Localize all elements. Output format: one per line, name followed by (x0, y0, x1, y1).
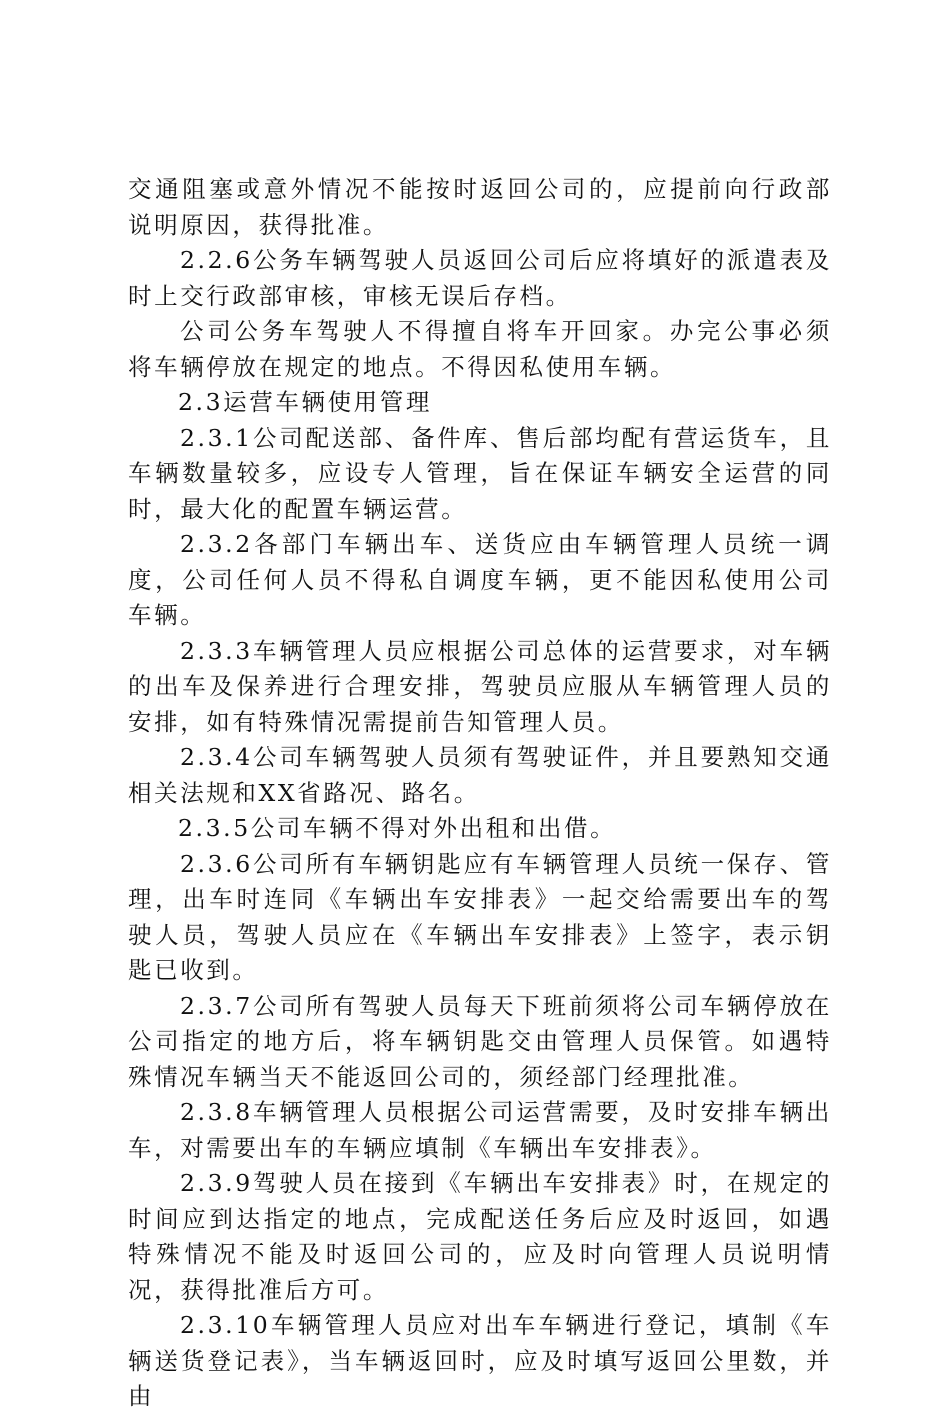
paragraph-official-car-rule: 公司公务车驾驶人不得擅自将车开回家。办完公事必须将车辆停放在规定的地点。不得因私使用车辆。 (128, 317, 832, 381)
paragraph-2-3-2: 2.3.2各部门车辆出车、送货应由车辆管理人员统一调度，公司任何人员不得私自调度车辆，更不能因私使用公司车辆。 (128, 530, 832, 629)
paragraph-2-3-7: 2.3.7公司所有驾驶人员每天下班前须将公司车辆停放在公司指定的地方后，将车辆钥匙交由管理人员保管。如遇特殊情况车辆当天不能返回公司的，须经部门经理批准。 (128, 991, 832, 1091)
paragraph-2-3-1: 2.3.1公司配送部、备件库、售后部均配有营运货车，且车辆数量较多，应设专人管理，旨在保证车辆安全运营的同时，最大化的配置车辆运营。 (128, 423, 832, 523)
paragraph-continuation: 交通阻塞或意外情况不能按时返回公司的，应提前向行政部说明原因，获得批准。 (128, 175, 832, 239)
paragraph-2-3-5: 2.3.5公司车辆不得对外出租和出借。 (178, 814, 617, 842)
paragraph-2-2-6: 2.2.6公务车辆驾驶人员返回公司后应将填好的派遣表及时上交行政部审核，审核无误后存档。 (128, 246, 832, 310)
paragraph-2-3-3: 2.3.3车辆管理人员应根据公司总体的运营要求，对车辆的出车及保养进行合理安排，驾驶员应服从车辆管理人员的安排，如有特殊情况需提前告知管理人员。 (128, 636, 832, 736)
paragraph-2-3-8: 2.3.8车辆管理人员根据公司运营需要，及时安排车辆出车，对需要出车的车辆应填制《车辆出车安排表》。 (128, 1098, 832, 1162)
paragraph-2-3-6: 2.3.6公司所有车辆钥匙应有车辆管理人员统一保存、管理，出车时连同《车辆出车安排表》一起交给需要出车的驾驶人员，驾驶人员应在《车辆出车安排表》上签字，表示钥匙已收到。 (128, 849, 832, 984)
paragraph-2-3-9: 2.3.9驾驶人员在接到《车辆出车安排表》时，在规定的时间应到达指定的地点，完成配送任务后应及时返回，如遇特殊情况不能及时返回公司的，应及时向管理人员说明情况，获得批准后方可。 (128, 1169, 832, 1304)
document-body (128, 172, 832, 1415)
paragraph-2-3-10: 2.3.10车辆管理人员应对出车车辆进行登记，填制《车辆送货登记表》，当车辆返回时，应及时填写返回公里数，并由 (128, 1311, 832, 1410)
paragraph-2-3-4: 2.3.4公司车辆驾驶人员须有驾驶证件，并且要熟知交通相关法规和XX省路况、路名。 (128, 743, 832, 807)
section-heading-2-3: 2.3运营车辆使用管理 (178, 388, 432, 416)
